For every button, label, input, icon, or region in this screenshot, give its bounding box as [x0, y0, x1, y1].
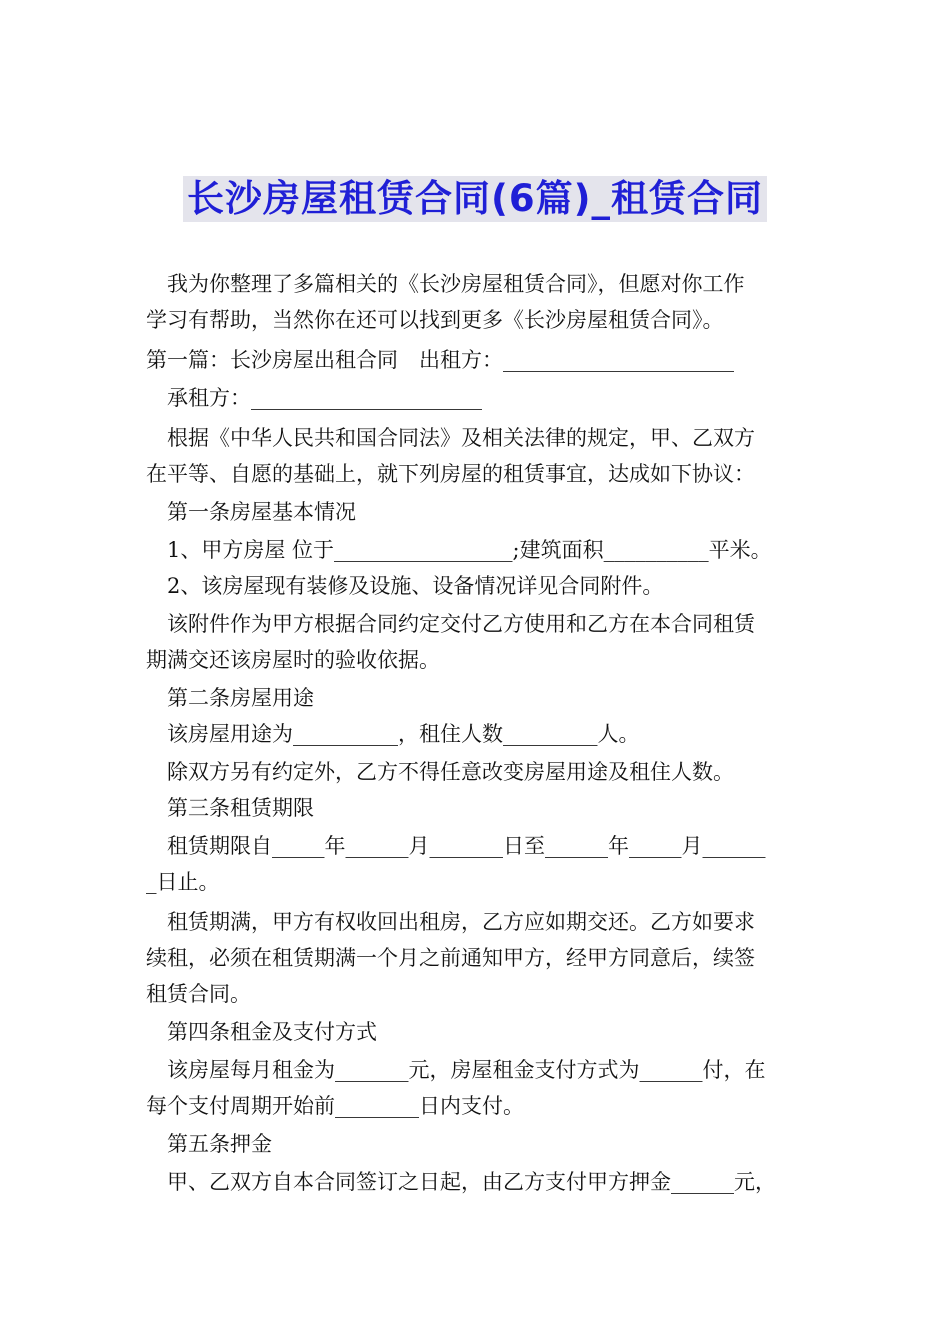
paragraph-line: 2、该房屋现有装修及设施、设备情况详见合同附件。: [167, 574, 664, 598]
paragraph-line: 该房屋用途为__________，租住人数_________人。: [167, 722, 640, 746]
section-heading: 第三条租赁期限: [167, 796, 314, 820]
section-heading: 第一条房屋基本情况: [167, 500, 356, 524]
paragraph-line: 我为你整理了多篇相关的《长沙房屋租赁合同》，但愿对你工作: [167, 272, 745, 296]
paragraph-line: 根据《中华人民共和国合同法》及相关法律的规定，甲、乙双方: [167, 426, 755, 450]
paragraph-line: 在平等、自愿的基础上，就下列房屋的租赁事宜，达成如下协议：: [146, 462, 755, 486]
title-container: [0, 176, 950, 222]
paragraph-line: 该附件作为甲方根据合同约定交付乙方使用和乙方在本合同租赁: [167, 612, 755, 636]
paragraph-line: 甲、乙双方自本合同签订之日起，由乙方支付甲方押金______元，: [167, 1170, 776, 1194]
paragraph-line: 每个支付周期开始前________日内支付。: [146, 1094, 524, 1118]
section-heading: 第五条押金: [167, 1132, 272, 1156]
paragraph-line: 该房屋每月租金为_______元，房屋租金支付方式为______付，在: [167, 1058, 766, 1082]
document-title: 长沙房屋租赁合同(6篇)_租赁合同: [183, 176, 767, 222]
paragraph-line: _日止。: [146, 870, 220, 894]
paragraph-line: 租赁期满，甲方有权收回出租房，乙方应如期交还。乙方如要求: [167, 910, 755, 934]
paragraph-line: 第一篇：长沙房屋出租合同 出租方：______________________: [146, 348, 734, 372]
paragraph-line: 学习有帮助，当然你在还可以找到更多《长沙房屋租赁合同》。: [146, 308, 724, 332]
paragraph-line: 期满交还该房屋时的验收依据。: [146, 648, 440, 672]
paragraph-line: 租赁期限自_____年______月_______日至______年_____月______: [167, 834, 766, 858]
paragraph-line: 续租，必须在租赁期满一个月之前通知甲方，经甲方同意后，续签: [146, 946, 755, 970]
section-heading: 第二条房屋用途: [167, 686, 314, 710]
paragraph-line: 除双方另有约定外，乙方不得任意改变房屋用途及租住人数。: [167, 760, 734, 784]
paragraph-line: 租赁合同。: [146, 982, 251, 1006]
paragraph-line: 1、甲方房屋 位于_________________;建筑面积__________平米。: [167, 538, 772, 562]
paragraph-line: 承租方：______________________: [167, 386, 482, 410]
section-heading: 第四条租金及支付方式: [167, 1020, 377, 1044]
